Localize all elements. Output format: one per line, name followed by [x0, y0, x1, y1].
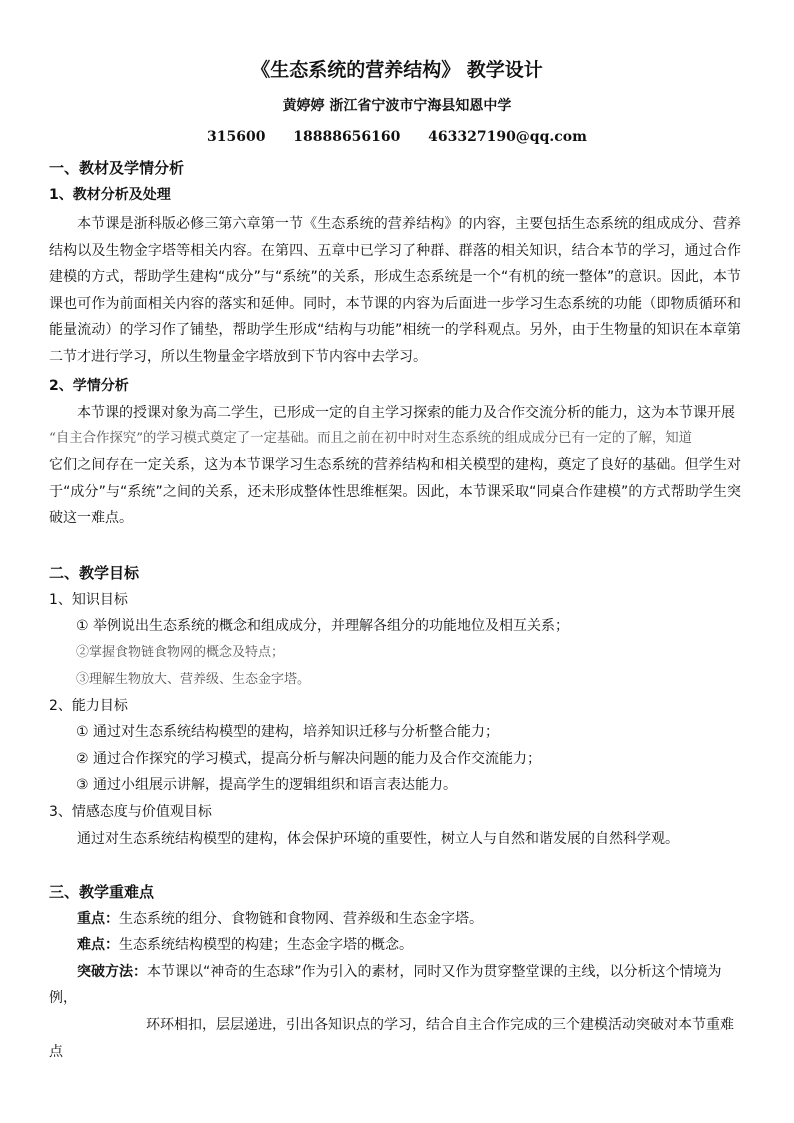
subheading-knowledge: 1、知识目标 [49, 592, 128, 608]
section-heading-objectives: 二、教学目标 [49, 564, 140, 582]
section-heading-key-points: 三、教学重难点 [49, 883, 155, 901]
subheading-emotion: 3、情感态度与价值观目标 [49, 804, 212, 820]
breakthrough-method-cont: 例， [49, 990, 77, 1006]
ability-item: ② 通过合作探究的学习模式，提高分析与解决问题的能力及合作交流能力； [76, 751, 541, 767]
knowledge-item: ②掌握食物链食物网的概念及特点； [76, 645, 285, 660]
ability-item: ① 通过对生态系统结构模型的建构，培养知识迁移与分析整合能力； [76, 724, 499, 740]
phone-number: 18888656160 [293, 129, 401, 145]
key-point-line: 重点：生态系统的组分、食物链和食物网、营养级和生态金字塔。 [77, 911, 483, 927]
subheading-student-analysis: 2、学情分析 [49, 378, 129, 394]
student-analysis-line-2: “自主合作探究”的学习模式奠定了一定基础。而且之前在初中时对生态系统的组成成分已有一定的了解，知道 [49, 431, 693, 446]
email-address: 463327190@qq.com [428, 129, 587, 145]
section-heading-analysis: 一、教材及学情分析 [49, 159, 185, 177]
student-analysis-paragraph: 它们之间存在一定关系，这为本节课学习生态系统的营养结构和相关模型的建构，奠定了良好的基础。但学生对于“成分”与“系统”之间的关系，还未形成整体性思维框架。因此，本节课采取“同桌合作建模”的方式帮助学生突破这一难点。 [49, 457, 741, 526]
material-analysis-paragraph: 本节课是浙科版必修三第六章第一节《生态系统的营养结构》的内容，主要包括生态系统的组成成分、营养结构以及生物金字塔等相关内容。在第四、五章中已学习了种群、群落的相关知识，结合本节的学习，通过合作建模的方式，帮助学生建构“成分”与“系统”的关系，形成生态系统是一个“有机的统一整体”的意识。因此，本节课也可作为前面相关内容的落实和延伸。同时，本节课的内容为后面进一步学习生态系统的功能（即物质循环和能量流动）的学习作了铺垫，帮助学生形成“结构与功能”相统一的学科观点。另外，由于生物量的知识在本章第二节才进行学习，所以生物量金字塔放到下节内容中去学习。 [49, 216, 741, 365]
breakthrough-method-cont: 点 [49, 1044, 63, 1060]
emotion-objective-text: 通过对生态系统结构模型的建构，体会保护环境的重要性，树立人与自然和谐发展的自然科学观。 [77, 831, 679, 847]
subheading-ability: 2、能力目标 [49, 698, 128, 714]
document-title: 《生态系统的营养结构》 教学设计 [251, 59, 543, 81]
breakthrough-method-cont: 环环相扣，层层递进，引出各知识点的学习，结合自主合作完成的三个建模活动突破对本节重难 [146, 1017, 734, 1033]
breakthrough-method-line: 突破方法：本节课以“神奇的生态球”作为引入的素材，同时又作为贯穿整堂课的主线，以分析这个情境为 [77, 964, 722, 980]
knowledge-item: ③理解生物放大、营养级、生态金字塔。 [76, 672, 311, 687]
postcode: 315600 [207, 129, 266, 145]
subheading-material-analysis: 1、教材分析及处理 [49, 187, 171, 203]
author-line: 黄婷婷 浙江省宁波市宁海县知恩中学 [282, 98, 512, 114]
knowledge-item: ① 举例说出生态系统的概念和组成成分，并理解各组分的功能地位及相互关系； [76, 618, 569, 634]
contact-line [0, 127, 794, 147]
student-analysis-line-1: 本节课的授课对象为高二学生，已形成一定的自主学习探索的能力及合作交流分析的能力，这为本节课开展 [77, 405, 735, 421]
difficulty-line: 难点：生态系统结构模型的构建；生态金字塔的概念。 [77, 937, 413, 953]
ability-item: ③ 通过小组展示讲解，提高学生的逻辑组织和语言表达能力。 [76, 777, 457, 793]
